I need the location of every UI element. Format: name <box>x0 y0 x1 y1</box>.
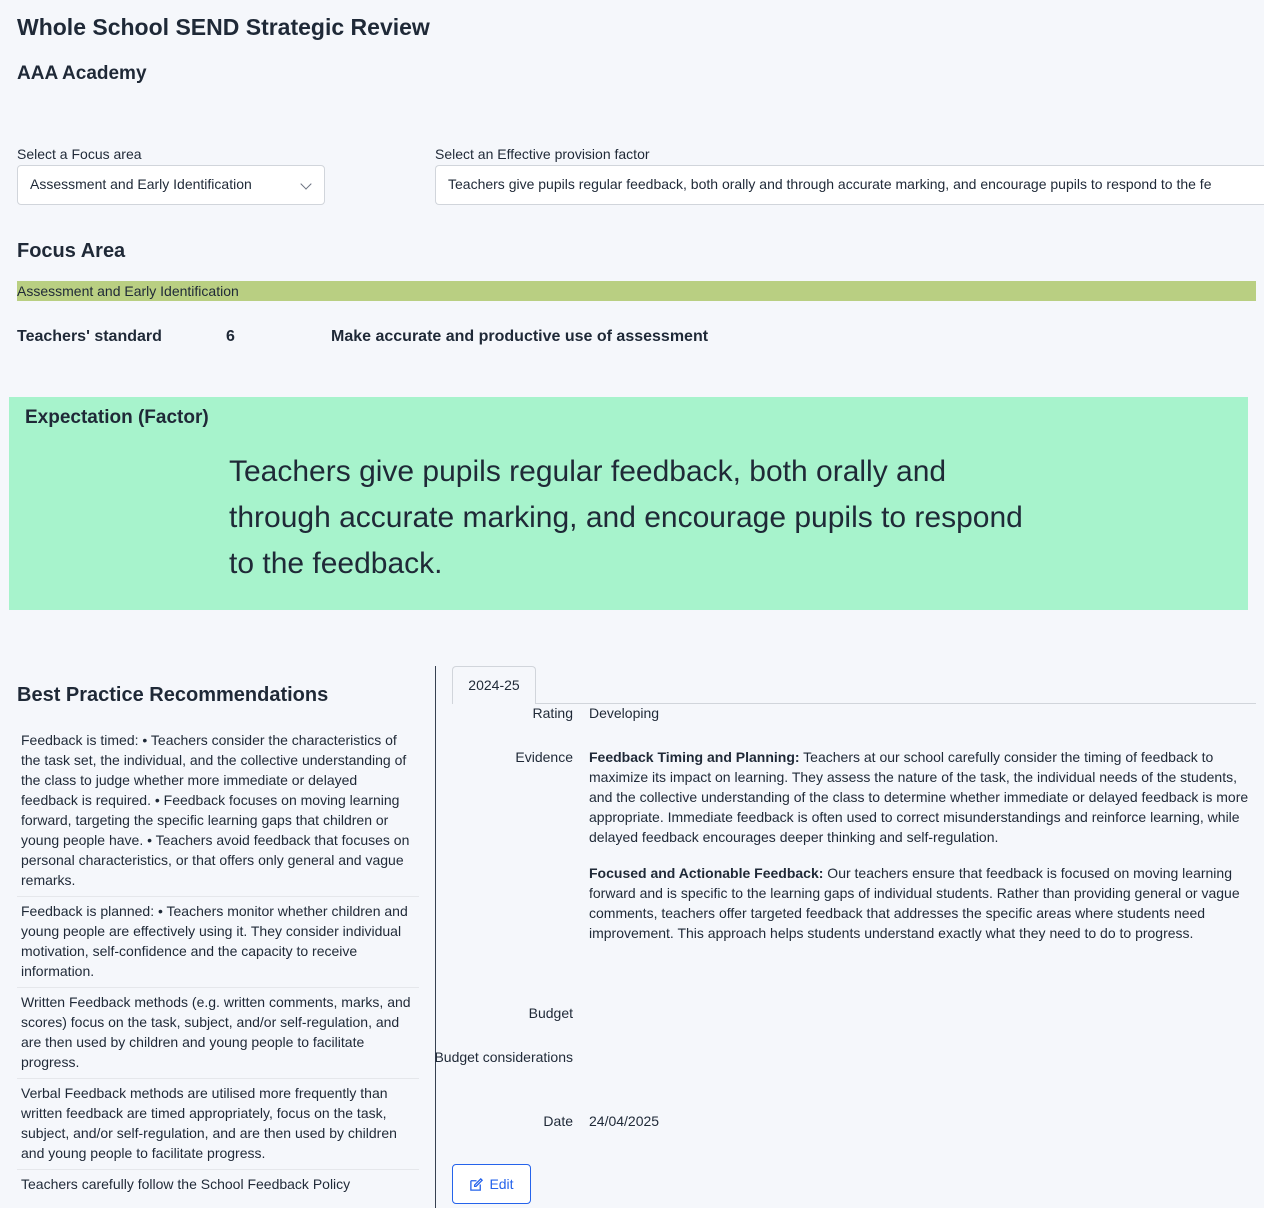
rating-value: Developing <box>589 705 660 721</box>
evidence-paragraph-text: Our teachers ensure that feedback is focused on moving learning forward and is specific to the learning gaps of individual students. Rather than providing general or vague comments, teachers offer targeted feedback that addresses the specific areas where students need improvement. This approach helps students understand exactly what they need to do to progress. <box>589 865 1240 941</box>
evidence-paragraph-title: Focused and Actionable Feedback: <box>589 865 824 881</box>
list-item: Written Feedback methods (e.g. written comments, marks, and scores) focus on the task, subject, and/or self-regulation, and are then used by children and young people to facilitate progress. <box>17 990 419 1079</box>
edit-button[interactable] <box>452 1164 531 1204</box>
pencil-square-icon <box>469 1177 484 1192</box>
budget-considerations-label: Budget considerations <box>434 1049 573 1065</box>
list-item: Feedback is planned: • Teachers monitor whether children and young people are effectively using it. They consider individual motivation, self-confidence and the capacity to receive information. <box>17 899 419 988</box>
rating-label: Rating <box>532 705 573 721</box>
focus-area-heading: Focus Area <box>17 240 126 262</box>
date-value: 24/04/2025 <box>589 1113 660 1129</box>
best-practice-heading: Best Practice Recommendations <box>17 684 329 706</box>
page-title: Whole School SEND Strategic Review <box>17 14 430 40</box>
factor-select-value: Teachers give pupils regular feedback, both orally and through accurate marking, and encourage pupils to respond to the fe <box>448 176 1212 192</box>
expectation-text: Teachers give pupils regular feedback, both orally and through accurate marking, and encourage pupils to respond to the feedback. <box>229 455 1023 580</box>
factor-select[interactable] <box>435 165 1264 205</box>
teachers-standard-number: 6 <box>226 328 235 345</box>
teachers-standard-label: Teachers' standard <box>17 328 162 345</box>
factor-select-label: Select an Effective provision factor <box>435 146 650 162</box>
evidence-paragraph-title: Feedback Timing and Planning: <box>589 749 800 765</box>
edit-button-label: Edit <box>489 1176 514 1192</box>
focus-area-select[interactable] <box>17 165 325 205</box>
budget-label: Budget <box>528 1005 573 1021</box>
school-name: AAA Academy <box>17 63 147 84</box>
focus-select-label: Select a Focus area <box>17 146 142 162</box>
evidence-value <box>589 747 1254 959</box>
date-label: Date <box>543 1113 573 1129</box>
evidence-paragraph-text: Teachers at our school carefully consider the timing of feedback to maximize its impact on learning. They assess the nature of the task, the individual needs of the students, and the collective understanding of the class to determine whether immediate or delayed feedback is more appropriate. Immediate feedback is often used to correct misunderstandings and reinforce learning, while delayed feedback encourages deeper thinking and self-regulation. <box>589 749 1249 845</box>
list-item: Feedback is timed: • Teachers consider the characteristics of the task set, the individual, and the collective understanding of the class to judge whether more immediate or delayed feedback is required. • Feedback focuses on moving learning forward, targeting the specific learning gaps that children or young people have. • Teachers avoid feedback that focuses on personal characteristics, or that offers only general and vague remarks. <box>17 728 419 897</box>
teachers-standard-text: Make accurate and productive use of assessment <box>331 328 709 345</box>
best-practice-list <box>17 728 419 1202</box>
chevron-down-icon <box>300 178 311 189</box>
focus-area-bar: Assessment and Early Identification <box>17 281 1256 301</box>
list-item: Teachers carefully follow the School Feedback Policy <box>21 1176 351 1192</box>
list-item: Verbal Feedback methods are utilised more frequently than written feedback are timed appropriately, focus on the task, subject, and/or self-regulation, and are then used by children and young people to facilitate progress. <box>17 1081 419 1170</box>
tab-2024-25[interactable]: 2024-25 <box>452 666 536 704</box>
expectation-panel <box>9 397 1248 610</box>
evidence-paragraph <box>589 863 1254 943</box>
evidence-label: Evidence <box>515 749 573 765</box>
expectation-title: Expectation (Factor) <box>25 407 209 428</box>
evidence-paragraph <box>589 747 1254 847</box>
focus-area-select-value: Assessment and Early Identification <box>30 176 252 192</box>
